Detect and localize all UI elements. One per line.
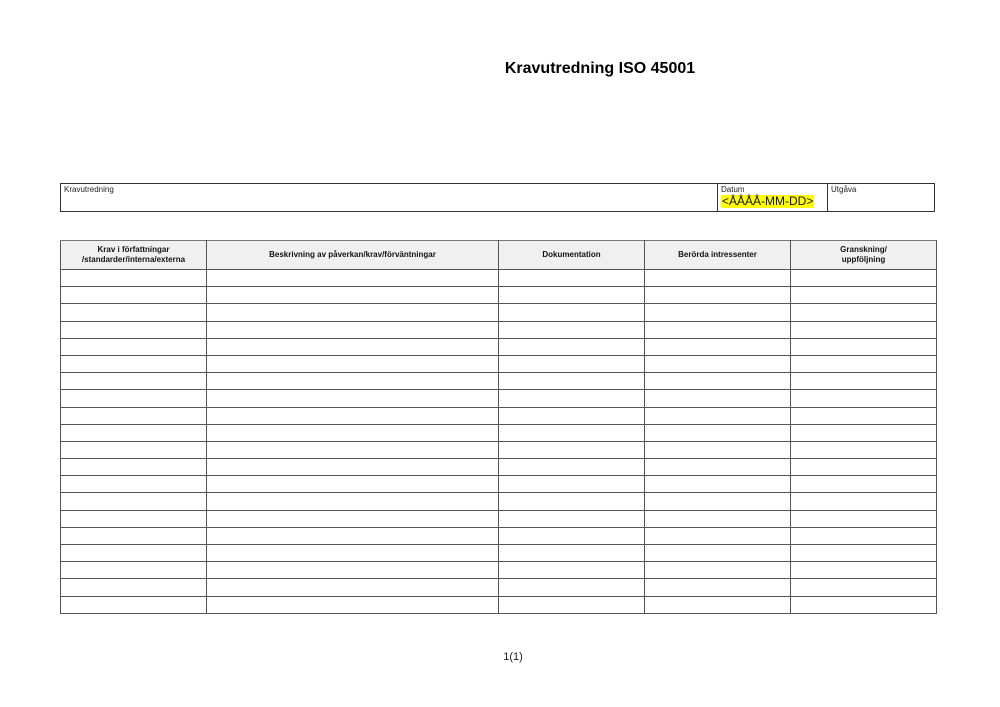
table-cell[interactable] <box>645 510 791 527</box>
table-cell[interactable] <box>61 338 207 355</box>
table-cell[interactable] <box>499 287 645 304</box>
table-cell[interactable] <box>207 441 499 458</box>
column-header-line: Krav i författningar <box>97 245 170 254</box>
table-cell[interactable] <box>791 390 937 407</box>
table-cell[interactable] <box>791 304 937 321</box>
table-cell[interactable] <box>61 459 207 476</box>
table-row <box>61 476 937 493</box>
table-cell[interactable] <box>499 493 645 510</box>
table-cell[interactable] <box>61 562 207 579</box>
table-cell[interactable] <box>645 373 791 390</box>
column-header-beskrivning <box>207 241 499 270</box>
table-cell[interactable] <box>207 287 499 304</box>
column-header-line: Dokumentation <box>542 250 601 259</box>
table-cell[interactable] <box>61 373 207 390</box>
table-cell[interactable] <box>61 287 207 304</box>
page-number: 1(1) <box>503 651 523 663</box>
table-row <box>61 459 937 476</box>
table-header-row <box>61 241 937 270</box>
table-cell[interactable] <box>61 527 207 544</box>
table-cell[interactable] <box>791 596 937 613</box>
table-cell[interactable] <box>207 476 499 493</box>
table-row <box>61 355 937 372</box>
document-title: Kravutredning ISO 45001 <box>504 60 696 77</box>
utgava-field[interactable] <box>827 184 934 211</box>
table-cell[interactable] <box>207 596 499 613</box>
table-cell[interactable] <box>499 441 645 458</box>
table-cell[interactable] <box>61 304 207 321</box>
column-header-line: /standarder/interna/externa <box>81 255 186 264</box>
table-row <box>61 373 937 390</box>
table-row <box>61 390 937 407</box>
table-cell[interactable] <box>499 596 645 613</box>
table-cell[interactable] <box>207 579 499 596</box>
column-header-line: Beskrivning av påverkan/krav/förväntningar <box>269 250 436 259</box>
table-cell[interactable] <box>61 596 207 613</box>
table-cell[interactable] <box>645 596 791 613</box>
table-cell[interactable] <box>499 545 645 562</box>
column-header-dokumentation <box>499 241 645 270</box>
table-cell[interactable] <box>499 476 645 493</box>
table-cell[interactable] <box>499 338 645 355</box>
table-cell[interactable] <box>207 545 499 562</box>
table-cell[interactable] <box>499 304 645 321</box>
table-cell[interactable] <box>791 510 937 527</box>
table-cell[interactable] <box>207 338 499 355</box>
kravutredning-field[interactable] <box>61 184 717 211</box>
table-cell[interactable] <box>499 390 645 407</box>
table-cell[interactable] <box>207 390 499 407</box>
table-cell[interactable] <box>645 390 791 407</box>
table-cell[interactable] <box>645 493 791 510</box>
table-cell[interactable] <box>207 373 499 390</box>
table-cell[interactable] <box>499 407 645 424</box>
table-cell[interactable] <box>61 321 207 338</box>
table-row <box>61 287 937 304</box>
table-row <box>61 596 937 613</box>
column-header-line: uppföljning <box>841 255 886 264</box>
table-cell[interactable] <box>645 459 791 476</box>
column-header-line: Berörda intressenter <box>678 250 757 259</box>
table-cell[interactable] <box>61 441 207 458</box>
table-row <box>61 424 937 441</box>
column-header-line: Granskning/ <box>840 245 887 254</box>
table-cell[interactable] <box>791 321 937 338</box>
table-cell[interactable] <box>791 493 937 510</box>
table-cell[interactable] <box>499 373 645 390</box>
requirements-table <box>60 240 937 614</box>
table-cell[interactable] <box>645 579 791 596</box>
table-cell[interactable] <box>61 510 207 527</box>
table-cell[interactable] <box>61 270 207 287</box>
table-cell[interactable] <box>207 321 499 338</box>
table-row <box>61 407 937 424</box>
table-cell[interactable] <box>499 270 645 287</box>
table-cell[interactable] <box>61 476 207 493</box>
table-cell[interactable] <box>645 338 791 355</box>
table-cell[interactable] <box>499 459 645 476</box>
table-cell[interactable] <box>791 441 937 458</box>
table-cell[interactable] <box>791 287 937 304</box>
table-cell[interactable] <box>61 493 207 510</box>
table-cell[interactable] <box>207 510 499 527</box>
table-cell[interactable] <box>645 545 791 562</box>
table-cell[interactable] <box>791 407 937 424</box>
table-cell[interactable] <box>499 527 645 544</box>
datum-placeholder[interactable]: <ÅÅÅÅ-MM-DD> <box>722 194 814 208</box>
table-cell[interactable] <box>499 510 645 527</box>
table-row <box>61 338 937 355</box>
table-row <box>61 304 937 321</box>
table-cell[interactable] <box>645 270 791 287</box>
table-row <box>61 527 937 544</box>
table-cell[interactable] <box>791 355 937 372</box>
table-cell[interactable] <box>207 493 499 510</box>
table-row <box>61 321 937 338</box>
table-cell[interactable] <box>61 390 207 407</box>
table-cell[interactable] <box>207 304 499 321</box>
table-row <box>61 441 937 458</box>
table-row <box>61 270 937 287</box>
table-row <box>61 493 937 510</box>
table-cell[interactable] <box>61 355 207 372</box>
table-cell[interactable] <box>645 407 791 424</box>
table-cell[interactable] <box>791 545 937 562</box>
column-header-krav <box>61 241 207 270</box>
table-cell[interactable] <box>645 476 791 493</box>
table-cell[interactable] <box>499 424 645 441</box>
table-cell[interactable] <box>645 441 791 458</box>
datum-field[interactable] <box>717 184 827 211</box>
table-cell[interactable] <box>791 373 937 390</box>
table-cell[interactable] <box>499 321 645 338</box>
table-row <box>61 510 937 527</box>
table-cell[interactable] <box>791 562 937 579</box>
table-row <box>61 579 937 596</box>
table-cell[interactable] <box>791 476 937 493</box>
table-cell[interactable] <box>645 321 791 338</box>
table-cell[interactable] <box>207 407 499 424</box>
table-cell[interactable] <box>61 424 207 441</box>
table-row <box>61 562 937 579</box>
table-cell[interactable] <box>207 459 499 476</box>
table-row <box>61 545 937 562</box>
table-cell[interactable] <box>645 424 791 441</box>
table-cell[interactable] <box>645 304 791 321</box>
column-header-berorda-intressenter <box>645 241 791 270</box>
utgava-label: Utgåva <box>831 185 857 194</box>
table-cell[interactable] <box>499 579 645 596</box>
table-cell[interactable] <box>207 355 499 372</box>
table-cell[interactable] <box>207 527 499 544</box>
header-info-box <box>60 183 935 212</box>
table-cell[interactable] <box>207 424 499 441</box>
table-cell[interactable] <box>645 562 791 579</box>
column-header-granskning <box>791 241 937 270</box>
table-cell[interactable] <box>207 562 499 579</box>
kravutredning-label: Kravutredning <box>64 185 114 194</box>
table-cell[interactable] <box>791 527 937 544</box>
table-cell[interactable] <box>791 579 937 596</box>
table-cell[interactable] <box>499 355 645 372</box>
table-cell[interactable] <box>791 338 937 355</box>
table-cell[interactable] <box>645 355 791 372</box>
table-cell[interactable] <box>499 562 645 579</box>
table-cell[interactable] <box>645 287 791 304</box>
table-cell[interactable] <box>791 424 937 441</box>
table-cell[interactable] <box>791 459 937 476</box>
table-cell[interactable] <box>791 270 937 287</box>
table-body <box>61 270 937 614</box>
table-cell[interactable] <box>61 579 207 596</box>
table-cell[interactable] <box>207 270 499 287</box>
table-cell[interactable] <box>61 545 207 562</box>
table-cell[interactable] <box>61 407 207 424</box>
datum-label: Datum <box>721 185 745 194</box>
table-cell[interactable] <box>645 527 791 544</box>
